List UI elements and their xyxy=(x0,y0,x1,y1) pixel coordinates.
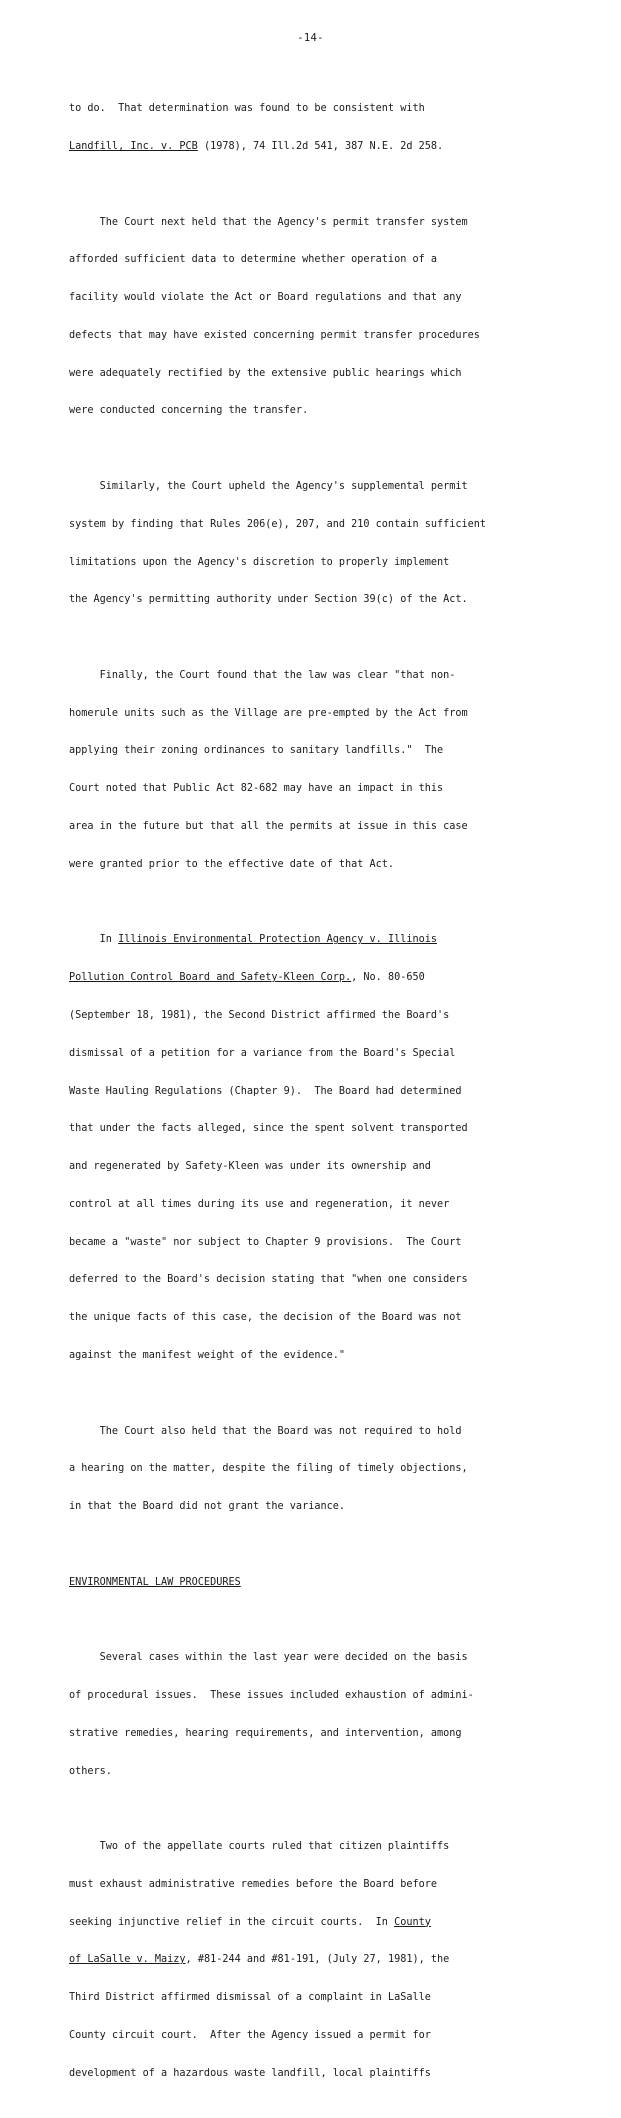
text-line: the Agency's permitting authority under Section 39(c) of the Act. xyxy=(69,594,468,606)
case-name: Pollution Control Board and Safety-Kleen Corp. xyxy=(69,972,352,984)
text-line: deferred to the Board's decision stating that "when one considers xyxy=(69,1274,468,1286)
text-line: homerule units such as the Village are pre-empted by the Act from xyxy=(69,707,468,719)
text-line xyxy=(69,1954,559,1967)
text-line: were granted prior to the effective date of that Act. xyxy=(69,858,395,870)
paragraph-hearing-requirement xyxy=(69,1400,559,1539)
text-line: were adequately rectified by the extensive public hearings which xyxy=(69,367,462,379)
text-line: dismissal of a petition for a variance from the Board's Special xyxy=(69,1047,456,1059)
text-line: afforded sufficient data to determine whether operation of a xyxy=(69,254,438,266)
text-lead: In xyxy=(69,934,119,946)
text-line: control at all times during its use and regeneration, it never xyxy=(69,1198,450,1210)
body-text xyxy=(69,78,559,2118)
paragraph-zoning-preemption xyxy=(69,645,559,897)
paragraph-landfill-citation xyxy=(69,78,559,179)
text-line: Court noted that Public Act 82-682 may have an impact in this xyxy=(69,783,444,795)
text-line: and regenerated by Safety-Kleen was under its ownership and xyxy=(69,1161,431,1173)
text-line: area in the future but that all the permits at issue in this case xyxy=(69,821,468,833)
paragraph-permit-transfer xyxy=(69,191,559,443)
paragraph-exhaustion-remedies xyxy=(69,1816,559,2106)
page-number: -14- xyxy=(297,32,324,44)
text-line: Similarly, the Court upheld the Agency's supplemental permit xyxy=(69,481,468,492)
text-line: County circuit court. After the Agency issued a permit for xyxy=(69,2030,431,2042)
section-heading-block xyxy=(69,1551,559,1614)
text-line: applying their zoning ordinances to sanitary landfills." The xyxy=(69,745,444,757)
text-line: of procedural issues. These issues included exhaustion of admini- xyxy=(69,1690,474,1701)
text-lead: seeking injunctive relief in the circuit courts. In xyxy=(69,1916,395,1928)
case-name: County xyxy=(394,1916,431,1928)
text-line: Finally, the Court found that the law was clear "that non- xyxy=(69,669,456,681)
text-line: in that the Board did not grant the variance. xyxy=(69,1501,346,1513)
citation-text: , #81-244 and #81-191, (July 27, 1981), the xyxy=(185,1954,450,1966)
text-line: became a "waste" nor subject to Chapter 9 provisions. The Court xyxy=(69,1236,462,1248)
text-line: (September 18, 1981), the Second District affirmed the Board's xyxy=(69,1009,450,1021)
text-line: facility would violate the Act or Board regulations and that any xyxy=(69,292,462,304)
text-line: against the manifest weight of the evidence." xyxy=(69,1349,346,1361)
text-line: development of a hazardous waste landfill, local plaintiffs xyxy=(69,2067,431,2079)
text-line: were conducted concerning the transfer. xyxy=(69,405,309,417)
text-line: The Court also held that the Board was not required to hold xyxy=(69,1425,462,1437)
text-line: the unique facts of this case, the decision of the Board was not xyxy=(69,1312,462,1324)
case-name: Illinois Environmental Protection Agency v. Illinois xyxy=(118,934,438,946)
text-line: defects that may have existed concerning permit transfer procedures xyxy=(69,329,480,341)
text-line xyxy=(69,1917,559,1930)
text-line: that under the facts alleged, since the spent solvent transported xyxy=(69,1123,468,1135)
citation-text: (1978), 74 Ill.2d 541, 387 N.E. 2d 258. xyxy=(197,140,444,152)
paragraph-procedural-issues xyxy=(69,1627,559,1803)
text-line: a hearing on the matter, despite the filing of timely objections, xyxy=(69,1463,468,1475)
citation-text: , No. 80-650 xyxy=(351,972,425,984)
text-line: limitations upon the Agency's discretion to properly implement xyxy=(69,556,450,568)
text-line: strative remedies, hearing requirements, and intervention, among xyxy=(69,1727,462,1739)
text-line xyxy=(69,141,559,154)
paragraph-safety-kleen xyxy=(69,909,559,1388)
text-line: others. xyxy=(69,1765,112,1777)
text-line: The Court next held that the Agency's permit transfer system xyxy=(69,216,468,228)
text-line: must exhaust administrative remedies before the Board before xyxy=(69,1878,438,1890)
text-line: Several cases within the last year were decided on the basis xyxy=(69,1652,468,1664)
text-line xyxy=(69,934,559,947)
case-name: Landfill, Inc. v. PCB xyxy=(69,140,198,152)
text-line: system by finding that Rules 206(e), 207, and 210 contain sufficient xyxy=(69,518,487,530)
paragraph-supplemental-permit xyxy=(69,456,559,632)
case-name: of LaSalle v. Maizy xyxy=(69,1954,186,1966)
text-line xyxy=(69,972,559,985)
text-line: Third District affirmed dismissal of a complaint in LaSalle xyxy=(69,1992,431,2004)
text-line: to do. That determination was found to be consistent with xyxy=(69,103,425,115)
text-line: Two of the appellate courts ruled that citizen plaintiffs xyxy=(69,1841,450,1853)
text-line: Waste Hauling Regulations (Chapter 9). The Board had determined xyxy=(69,1085,462,1097)
section-heading: ENVIRONMENTAL LAW PROCEDURES xyxy=(69,1576,241,1588)
